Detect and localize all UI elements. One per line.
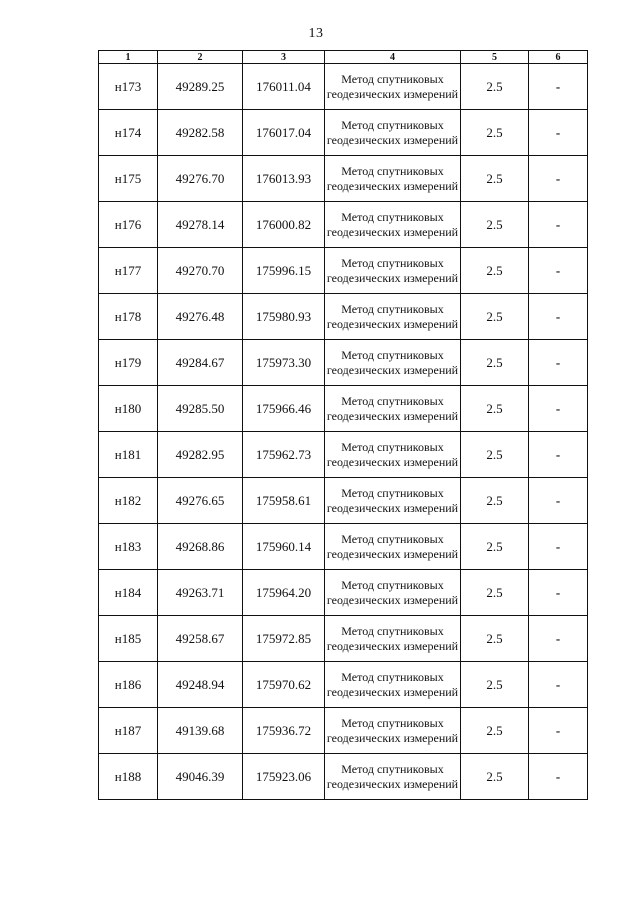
- note-cell: -: [529, 432, 588, 478]
- x-coordinate-cell: 49278.14: [158, 202, 243, 248]
- note-cell: -: [529, 110, 588, 156]
- x-coordinate-cell: 49284.67: [158, 340, 243, 386]
- y-coordinate-cell: 175970.62: [243, 662, 325, 708]
- note-cell: -: [529, 478, 588, 524]
- accuracy-cell: 2.5: [461, 524, 529, 570]
- x-coordinate-cell: 49285.50: [158, 386, 243, 432]
- accuracy-cell: 2.5: [461, 616, 529, 662]
- method-cell: Метод спутниковых геодезических измерений: [325, 478, 461, 524]
- y-coordinate-cell: 176000.82: [243, 202, 325, 248]
- table-row: [99, 202, 588, 248]
- page-number: 13: [308, 26, 324, 41]
- note-cell: -: [529, 616, 588, 662]
- point-cell: н173: [99, 64, 158, 110]
- point-cell: н180: [99, 386, 158, 432]
- table-row: [99, 64, 588, 110]
- method-cell: Метод спутниковых геодезических измерений: [325, 570, 461, 616]
- accuracy-cell: 2.5: [461, 708, 529, 754]
- method-cell: Метод спутниковых геодезических измерений: [325, 708, 461, 754]
- x-coordinate-cell: 49268.86: [158, 524, 243, 570]
- note-cell: -: [529, 248, 588, 294]
- method-cell: Метод спутниковых геодезических измерений: [325, 524, 461, 570]
- method-cell: Метод спутниковых геодезических измерений: [325, 616, 461, 662]
- table-row: [99, 156, 588, 202]
- note-cell: -: [529, 570, 588, 616]
- accuracy-cell: 2.5: [461, 432, 529, 478]
- accuracy-cell: 2.5: [461, 478, 529, 524]
- table-row: [99, 754, 588, 800]
- table-row: [99, 570, 588, 616]
- table-row: [99, 294, 588, 340]
- method-cell: Метод спутниковых геодезических измерений: [325, 156, 461, 202]
- point-cell: н181: [99, 432, 158, 478]
- y-coordinate-cell: 175962.73: [243, 432, 325, 478]
- method-cell: Метод спутниковых геодезических измерений: [325, 386, 461, 432]
- y-coordinate-cell: 175980.93: [243, 294, 325, 340]
- accuracy-cell: 2.5: [461, 248, 529, 294]
- y-coordinate-cell: 176013.93: [243, 156, 325, 202]
- point-cell: н187: [99, 708, 158, 754]
- y-coordinate-cell: 176011.04: [243, 64, 325, 110]
- point-cell: н179: [99, 340, 158, 386]
- note-cell: -: [529, 662, 588, 708]
- table-body: [99, 64, 588, 800]
- y-coordinate-cell: 176017.04: [243, 110, 325, 156]
- note-cell: -: [529, 524, 588, 570]
- point-cell: н185: [99, 616, 158, 662]
- y-coordinate-cell: 175973.30: [243, 340, 325, 386]
- x-coordinate-cell: 49282.95: [158, 432, 243, 478]
- table-row: [99, 386, 588, 432]
- y-coordinate-cell: 175923.06: [243, 754, 325, 800]
- table-row: [99, 110, 588, 156]
- point-cell: н182: [99, 478, 158, 524]
- note-cell: -: [529, 156, 588, 202]
- x-coordinate-cell: 49282.58: [158, 110, 243, 156]
- accuracy-cell: 2.5: [461, 110, 529, 156]
- method-cell: Метод спутниковых геодезических измерений: [325, 64, 461, 110]
- accuracy-cell: 2.5: [461, 386, 529, 432]
- x-coordinate-cell: 49276.48: [158, 294, 243, 340]
- x-coordinate-cell: 49276.70: [158, 156, 243, 202]
- table-row: [99, 432, 588, 478]
- point-cell: н177: [99, 248, 158, 294]
- table-row: [99, 662, 588, 708]
- x-coordinate-cell: 49139.68: [158, 708, 243, 754]
- note-cell: -: [529, 386, 588, 432]
- accuracy-cell: 2.5: [461, 294, 529, 340]
- method-cell: Метод спутниковых геодезических измерений: [325, 294, 461, 340]
- method-cell: Метод спутниковых геодезических измерений: [325, 662, 461, 708]
- accuracy-cell: 2.5: [461, 202, 529, 248]
- method-cell: Метод спутниковых геодезических измерений: [325, 110, 461, 156]
- y-coordinate-cell: 175936.72: [243, 708, 325, 754]
- coordinates-table: [98, 50, 588, 800]
- column-header: 4: [325, 51, 461, 64]
- table-row: [99, 708, 588, 754]
- column-header: 6: [529, 51, 588, 64]
- x-coordinate-cell: 49270.70: [158, 248, 243, 294]
- accuracy-cell: 2.5: [461, 64, 529, 110]
- point-cell: н188: [99, 754, 158, 800]
- method-cell: Метод спутниковых геодезических измерений: [325, 432, 461, 478]
- accuracy-cell: 2.5: [461, 156, 529, 202]
- y-coordinate-cell: 175972.85: [243, 616, 325, 662]
- table-row: [99, 340, 588, 386]
- table-row: [99, 478, 588, 524]
- table-row: [99, 616, 588, 662]
- column-header: 3: [243, 51, 325, 64]
- method-cell: Метод спутниковых геодезических измерений: [325, 340, 461, 386]
- accuracy-cell: 2.5: [461, 570, 529, 616]
- x-coordinate-cell: 49258.67: [158, 616, 243, 662]
- point-cell: н186: [99, 662, 158, 708]
- y-coordinate-cell: 175958.61: [243, 478, 325, 524]
- x-coordinate-cell: 49263.71: [158, 570, 243, 616]
- accuracy-cell: 2.5: [461, 340, 529, 386]
- column-header: 1: [99, 51, 158, 64]
- accuracy-cell: 2.5: [461, 662, 529, 708]
- y-coordinate-cell: 175996.15: [243, 248, 325, 294]
- point-cell: н175: [99, 156, 158, 202]
- method-cell: Метод спутниковых геодезических измерений: [325, 248, 461, 294]
- y-coordinate-cell: 175966.46: [243, 386, 325, 432]
- note-cell: -: [529, 754, 588, 800]
- accuracy-cell: 2.5: [461, 754, 529, 800]
- note-cell: -: [529, 202, 588, 248]
- note-cell: -: [529, 708, 588, 754]
- table-row: [99, 524, 588, 570]
- x-coordinate-cell: 49248.94: [158, 662, 243, 708]
- point-cell: н176: [99, 202, 158, 248]
- method-cell: Метод спутниковых геодезических измерений: [325, 754, 461, 800]
- column-header: 2: [158, 51, 243, 64]
- point-cell: н174: [99, 110, 158, 156]
- point-cell: н183: [99, 524, 158, 570]
- note-cell: -: [529, 294, 588, 340]
- x-coordinate-cell: 49289.25: [158, 64, 243, 110]
- note-cell: -: [529, 64, 588, 110]
- point-cell: н178: [99, 294, 158, 340]
- x-coordinate-cell: 49276.65: [158, 478, 243, 524]
- method-cell: Метод спутниковых геодезических измерений: [325, 202, 461, 248]
- table-header-row: [99, 51, 588, 64]
- point-cell: н184: [99, 570, 158, 616]
- x-coordinate-cell: 49046.39: [158, 754, 243, 800]
- note-cell: -: [529, 340, 588, 386]
- table-row: [99, 248, 588, 294]
- column-header: 5: [461, 51, 529, 64]
- y-coordinate-cell: 175964.20: [243, 570, 325, 616]
- y-coordinate-cell: 175960.14: [243, 524, 325, 570]
